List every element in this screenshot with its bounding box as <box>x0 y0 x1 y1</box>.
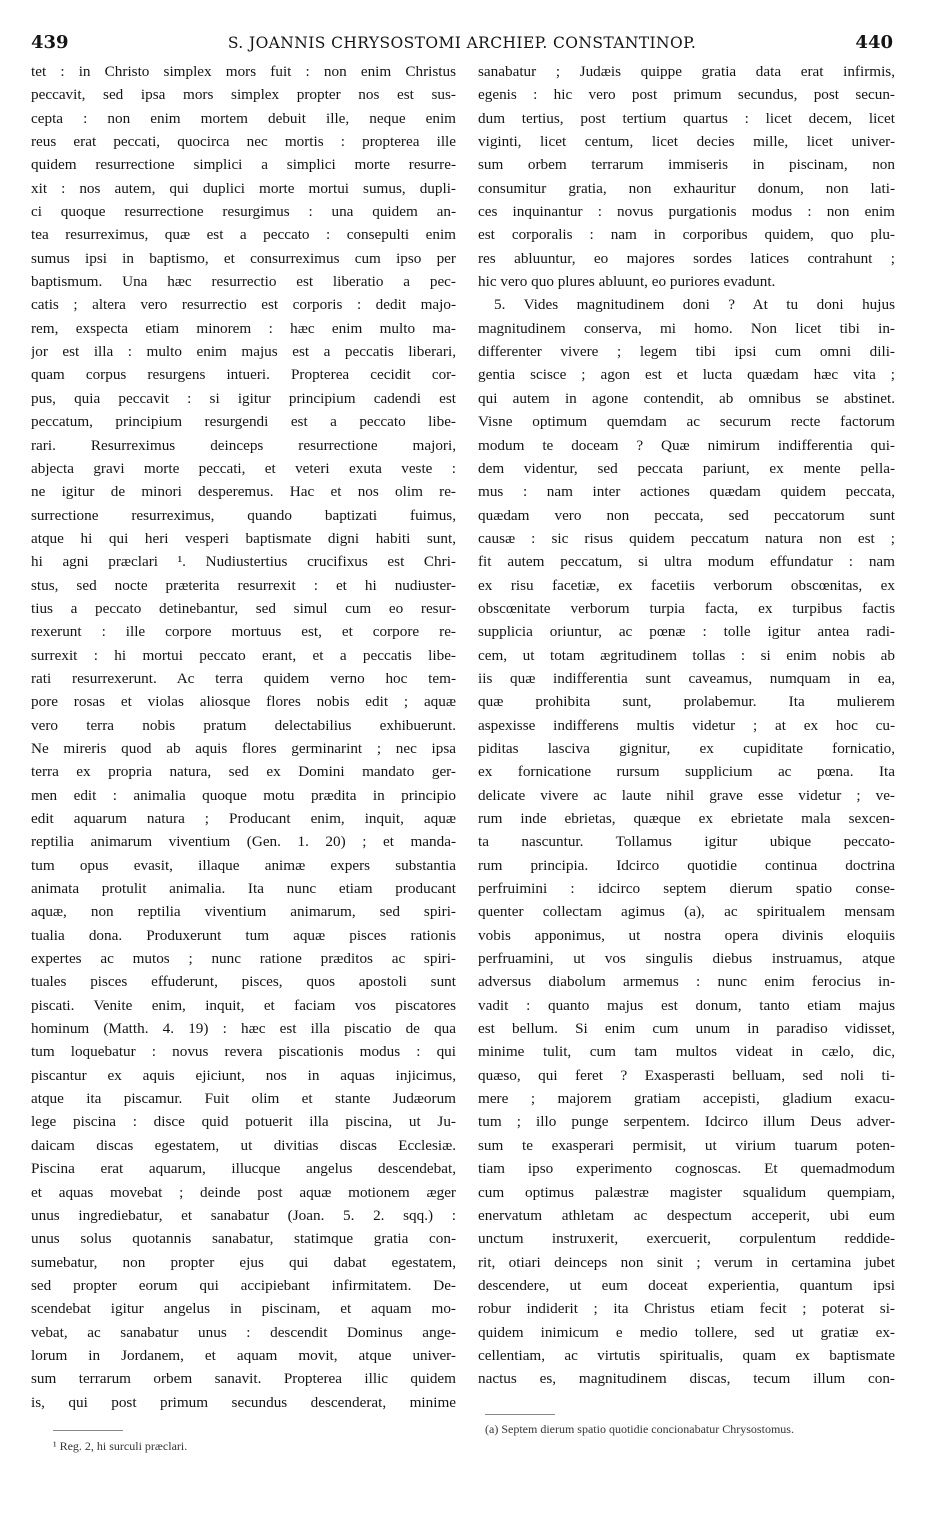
text-line: delicate vivere ac laute nihil grave esse videtur ; ve- <box>478 786 895 804</box>
text-line: viginti, licet centum, licet decies mille, licet univer- <box>478 133 895 151</box>
text-line: causæ : sic risus quidem peccatum natura non est ; <box>478 529 895 547</box>
text-line: hi agni præclari ¹. Nudiustertius crucifixus est Chri- <box>31 553 456 571</box>
text-line: lorum in Jordanem, et aquam movit, atque univer- <box>31 1346 456 1364</box>
text-line: Ne mireris quod ab aquis flores germinarint ; nec ipsa <box>31 739 456 757</box>
footnote-right: (a) Septem dierum spatio quotidie concionabatur Chrysostomus. <box>485 1422 794 1436</box>
text-line: obscœnitate verborum turpia facta, ex turpibus factis <box>478 599 895 617</box>
text-line: magnitudinem conserva, mi homo. Non licet tibi in- <box>478 319 895 337</box>
text-line: piditas lasciva gignitur, ex cupiditate fornicatio, <box>478 739 895 757</box>
text-line: tuales pisces effuderunt, pisces, quos apostoli sunt <box>31 973 456 991</box>
text-line: surrectione resurreximus, quando baptizati fuimus, <box>31 506 456 524</box>
text-line: tet : in Christo simplex mors fuit : non enim Christus <box>31 63 456 80</box>
text-line: vero terra nobis pratum delectabilius exhibuerunt. <box>31 716 456 734</box>
text-line: peccatum, principium resurgendi est a peccato libe- <box>31 413 456 431</box>
text-line: pus, quia peccavit : si igitur principium cadendi est <box>31 389 456 407</box>
text-line: cellentiam, ac virtutis spiritualis, quam ex baptismate <box>478 1346 895 1364</box>
running-title: S. JOANNIS CHRYSOSTOMI ARCHIEP. CONSTANTINOP. <box>227 34 697 52</box>
text-line: expertes ac mutos ; nunc ratione præditos ac spiri- <box>31 950 456 968</box>
text-line: surrexit : hi mortui peccato erant, et a peccatis libe- <box>31 646 456 664</box>
text-line: unus ingrediebatur, et sanabatur (Joan. 5. 2. sqq.) : <box>31 1206 456 1224</box>
text-line: rexerunt : ille corpore mortuus est, et corpore re- <box>31 623 456 641</box>
text-line: iis quæ indifferentia sunt caveamus, numquam in ea, <box>478 669 895 687</box>
text-line: rum principia. Idcirco quotidie continua doctrina <box>478 856 895 874</box>
text-line: men edit : animalia quoque motu prædita in principio <box>31 786 456 804</box>
text-line: vebat, ac sanabatur unus : descendit Dominus ange- <box>31 1323 456 1341</box>
text-line: piscati. Venite enim, inquit, et faciam vos piscatores <box>31 996 456 1014</box>
text-line: jor est illa : multo enim majus est a peccatis liberari, <box>31 343 456 361</box>
text-line: ta nascuntur. Tollamus igitur ubique peccato- <box>478 833 895 851</box>
text-line: tea resurreximus, quæ est a peccato : consepulti enim <box>31 226 456 244</box>
text-line: unus solus quotannis sanabatur, statimque gratia con- <box>31 1230 456 1248</box>
text-line: vadit : quanto majus est donum, tanto etiam majus <box>478 996 895 1014</box>
text-line: perfruamini, ut vos singulis diebus instruamus, atque <box>478 950 895 968</box>
text-line: quæ prohibita sunt, prolabemur. Ita mulierem <box>478 693 895 711</box>
text-line: daicam discas egestatem, ut divitias discas Ecclesiæ. <box>31 1136 456 1154</box>
text-line: tius a peccato detinebantur, sed simul cum eo resur- <box>31 599 456 617</box>
text-line: atque hi qui heri vesperi baptismate digni habiti sunt, <box>31 529 456 547</box>
text-line: sum orbem terrarum immiseris in piscinam, non <box>478 156 895 174</box>
text-line: lege piscina : disce quid potuerit illa piscina, ut Ju- <box>31 1113 456 1131</box>
text-line: abjecta gravi morte peccati, et veteri exuta veste : <box>31 459 456 477</box>
text-line: rum inde ebrietas, quæque ex ebrietate mala sexcen- <box>478 810 895 827</box>
text-line: ci quoque resurrectione resurgimus : una quidem an- <box>31 203 456 221</box>
text-line: cum optimus palæstræ magister squalidum quempiam, <box>478 1183 895 1201</box>
text-line: gentia scisce ; agon est et lucta quædam hæc vita ; <box>478 366 895 384</box>
text-line: modum te doceam ? Quæ nimirum indifferentia qui- <box>478 436 895 454</box>
text-line: vobis apponimus, ut nostra opera divinis eloquiis <box>478 926 895 944</box>
text-line: nactus es, magnitudinem discas, tecum illum con- <box>478 1370 895 1388</box>
text-line: differenter vivere ; legem tibi ipsi cum omni dili- <box>478 343 895 361</box>
text-line: est bellum. Si enim cum unum in paradiso vidisset, <box>478 1020 895 1038</box>
text-line: catis ; altera vero resurrectio est corporis : dedit majo- <box>31 296 456 314</box>
text-line: dum tertius, post tertium quartus : licet decem, licet <box>478 109 895 127</box>
text-line: mus : nam inter actiones quædam quidem peccata, <box>478 483 895 501</box>
page-header <box>31 32 893 58</box>
right-column <box>478 60 895 1391</box>
text-line: hic vero quo plures abluunt, eo puriores evadunt. <box>478 273 776 291</box>
text-line: perfruimini : idcirco septem dierum spatio conse- <box>478 880 895 898</box>
text-line: atque ita piscamur. Fuit olim et stante Judæorum <box>31 1090 456 1108</box>
text-line: ex fornicatione rursum supplicium ac pœna. Ita <box>478 763 895 781</box>
text-line: aspexisse indifferens multis videtur ; at ex hoc cu- <box>478 716 895 734</box>
text-line: baptismum. Una hæc resurrectio est liberatio a pec- <box>31 273 456 291</box>
text-line: stus, sed nocte præterita resurrexit : et hi nudiuster- <box>31 576 456 594</box>
text-line: sed propter eorum qui accipiebant infirmitatem. De- <box>31 1276 456 1294</box>
text-line: supplicia oriuntur, ac pœnæ : tolle igitur antea radi- <box>478 623 895 641</box>
text-line: animata protulit animalia. Ita nunc etiam producant <box>31 880 456 898</box>
text-line: tum opus evasit, illaque animæ expers substantia <box>31 856 456 874</box>
text-line: terra ex propria natura, sed ex Domini mandato ger- <box>31 763 456 781</box>
text-line: cepta : non enim mortem debuit ille, neque enim <box>31 109 456 127</box>
text-line: is, qui post primum secundus descenderat, minime <box>31 1393 456 1411</box>
footnote-left: ¹ Reg. 2, hi surculi præclari. <box>53 1439 188 1453</box>
text-line: cem, ut totam ægritudinem tollas : si enim nobis ab <box>478 646 895 664</box>
text-line: quidem inimicum e medio tollere, sed ut gratiæ ex- <box>478 1323 895 1341</box>
text-line: tualia dona. Produxerunt tum aquæ pisces rationis <box>31 926 456 944</box>
text-line: unctum instruxerit, exercuerit, corpulentum reddide- <box>478 1230 895 1248</box>
text-line: reptilia animarum viventium (Gen. 1. 20) ; et manda- <box>31 833 456 851</box>
text-line: edit aquarum natura ; Producant enim, inquit, aquæ <box>31 810 456 827</box>
text-line: sanabatur ; Judæis quippe gratia data erat infirmis, <box>478 63 895 80</box>
text-line: ne igitur de minori desperemus. Hac et nos olim re- <box>31 483 456 501</box>
left-column <box>31 60 456 1414</box>
text-line: ces inquinantur : novus purgationis modus : non enim <box>478 203 895 221</box>
text-line: mere ; majorem gratiam accepisti, gladium exacu- <box>478 1090 895 1108</box>
text-line: Visne optimum quemdam ac securum recte factorum <box>478 413 895 431</box>
text-line: rem, exspecta etiam minorem : hæc enim multo ma- <box>31 319 456 337</box>
text-line: sumebatur, non propter ejus qui dabat egestatem, <box>31 1253 456 1271</box>
text-line: hominum (Matth. 4. 19) : hæc est illa piscatio de qua <box>31 1020 456 1038</box>
text-line: tiam ipso experimento cognoscas. Et quemadmodum <box>478 1160 895 1178</box>
footnote-rule-left <box>53 1430 123 1431</box>
text-line: quam corpus resurgens intueri. Propterea cecidit cor- <box>31 366 456 384</box>
text-line: sum te exasperari permisit, ut virium tuarum poten- <box>478 1136 895 1154</box>
text-line: ex risu facetiæ, ex facetiis verborum obscœnitas, ex <box>478 576 895 594</box>
text-line: est corporalis : nam in corporibus quidem, quo plu- <box>478 226 895 244</box>
text-line: sumus ipsi in baptismo, et consurreximus cum ipso per <box>31 249 456 267</box>
text-line: consumitur gratia, non exhauritur donum, non lati- <box>478 179 895 197</box>
text-line: et aquas movebat ; deinde post aquæ motionem æger <box>31 1183 456 1201</box>
text-line: adversus diabolum armemus : nunc enim ferocius in- <box>478 973 895 991</box>
page-number-left: 439 <box>31 32 69 53</box>
text-line: quædam vero non peccata, sed peccatorum sunt <box>478 506 895 524</box>
text-line: quenter collectam agimus (a), ac spiritualem mensam <box>478 903 895 921</box>
text-line: peccavit, sed ipsa mors simplex propter nos est sus- <box>31 86 456 104</box>
text-line: quidem resurrectione simplici a simplici morte resurre- <box>31 156 456 174</box>
text-line: reus erat peccati, quocirca nec mortis : propterea ille <box>31 133 456 151</box>
text-line: minime tulit, cum tam multos videat in cælo, dic, <box>478 1043 895 1061</box>
text-line: egenis : hic vero post primum secundus, post secun- <box>478 86 895 104</box>
text-line: quæso, qui feret ? Exasperasti belluam, sed noli ti- <box>478 1066 895 1084</box>
text-line: 5. Vides magnitudinem doni ? At tu doni hujus <box>494 296 895 314</box>
text-line: aquæ, non reptilia viventium animarum, sed spiri- <box>31 903 456 921</box>
text-line: tum loquebatur : novus revera piscationis modus : qui <box>31 1043 456 1061</box>
text-line: tum ; illo punge serpentem. Idcirco illum Deus adver- <box>478 1113 895 1131</box>
text-line: rari. Resurreximus deinceps resurrectione majori, <box>31 436 456 454</box>
footnote-rule-right <box>485 1414 555 1415</box>
text-line: rati resurrexerunt. Ac terra quidem verno hoc tem- <box>31 669 456 687</box>
text-line: enervatum athletam ac despectum acceperit, ubi eum <box>478 1206 895 1224</box>
text-line: dem videntur, sed peccata pariunt, ex mente pella- <box>478 459 895 477</box>
text-line: rit, otiari deinceps non sinit ; verum in certamina jubet <box>478 1253 895 1271</box>
text-line: descendere, ut eum doceat experientia, quantum ipsi <box>478 1276 895 1294</box>
text-line: fit autem peccatum, si ultra modum effundatur : nam <box>478 553 895 571</box>
text-line: xit : nos autem, qui duplici morte mortui sumus, dupli- <box>31 179 456 197</box>
text-line: sum terrarum orbem sanavit. Propterea illic quidem <box>31 1370 456 1388</box>
text-line: Piscina erat aquarum, illucque angelus descendebat, <box>31 1160 456 1178</box>
text-line: pore rosas et violas aliosque flores nobis edit ; aquæ <box>31 693 456 711</box>
text-line: robur indiderit ; ita Christus etiam fecit ; poterat si- <box>478 1300 895 1318</box>
text-line: qui autem in agone contendit, ab omnibus se abstinet. <box>478 389 895 407</box>
page-number-right: 440 <box>855 32 893 53</box>
text-line: piscantur ex aquis ejiciunt, nos in aquas injicimus, <box>31 1066 456 1084</box>
text-line: res abluuntur, eo majores sordes latices contrahunt ; <box>478 249 895 267</box>
text-line: scendebat igitur angelus in piscinam, et aquam mo- <box>31 1300 456 1318</box>
